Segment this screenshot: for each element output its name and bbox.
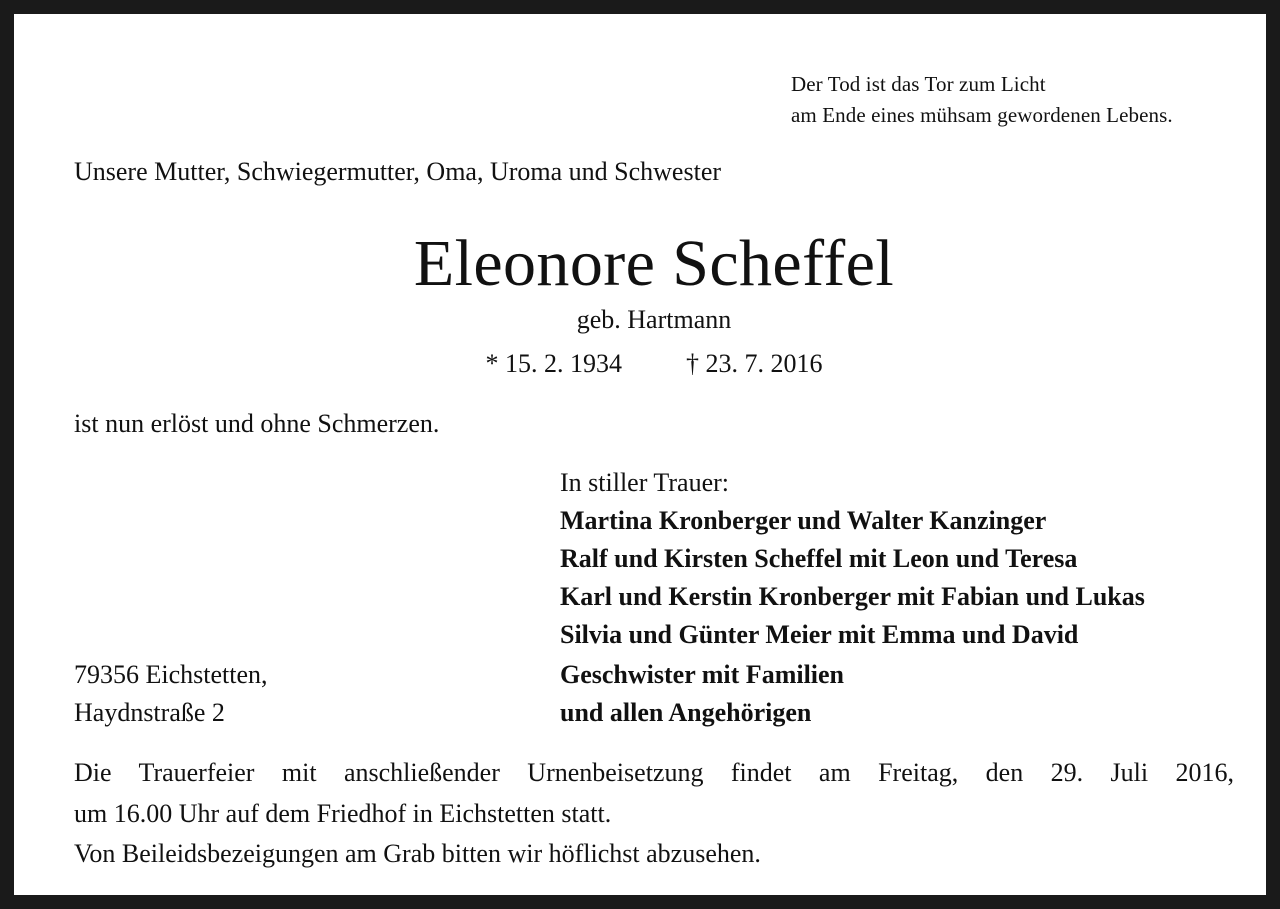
mourners-title: In stiller Trauer: xyxy=(560,468,729,497)
address-line-1: 79356 Eichstetten, xyxy=(74,660,268,689)
deceased-name: Eleonore Scheffel xyxy=(413,227,895,300)
intro-text: Unsere Mutter, Schwiegermutter, Oma, Uroma und Schwester xyxy=(74,157,722,186)
birth-name: geb. Hartmann xyxy=(576,305,732,334)
life-dates xyxy=(28,351,1280,377)
death-date: † 23. 7. 2016 xyxy=(686,349,823,378)
address-line-2: Haydnstraße 2 xyxy=(74,698,225,727)
birth-date: * 15. 2. 1934 xyxy=(485,349,622,378)
service-line-1: Die Trauerfeier mit anschließender Urnenbeisetzung findet am Freitag, den 29. Juli 2016, xyxy=(74,758,1234,787)
statement-text: ist nun erlöst und ohne Schmerzen. xyxy=(74,409,440,438)
obituary-notice xyxy=(28,28,1280,909)
mourner-line: Silvia und Günter Meier mit Emma und David xyxy=(560,620,1079,649)
mourner-line: Ralf und Kirsten Scheffel mit Leon und Teresa xyxy=(560,544,1078,573)
mourner-line: Geschwister mit Familien xyxy=(560,660,845,689)
mourner-line: und allen Angehörigen xyxy=(560,698,812,727)
motto-line-1: Der Tod ist das Tor zum Licht xyxy=(791,72,1046,96)
service-line-3: Von Beileidsbezeigungen am Grab bitten wir höflichst abzusehen. xyxy=(74,839,761,868)
motto-line-2: am Ende eines mühsam gewordenen Lebens. xyxy=(791,103,1173,127)
service-line-2: um 16.00 Uhr auf dem Friedhof in Eichstetten statt. xyxy=(74,799,612,828)
mourner-line: Martina Kronberger und Walter Kanzinger xyxy=(560,506,1047,535)
mourner-line: Karl und Kerstin Kronberger mit Fabian und Lukas xyxy=(560,582,1145,611)
